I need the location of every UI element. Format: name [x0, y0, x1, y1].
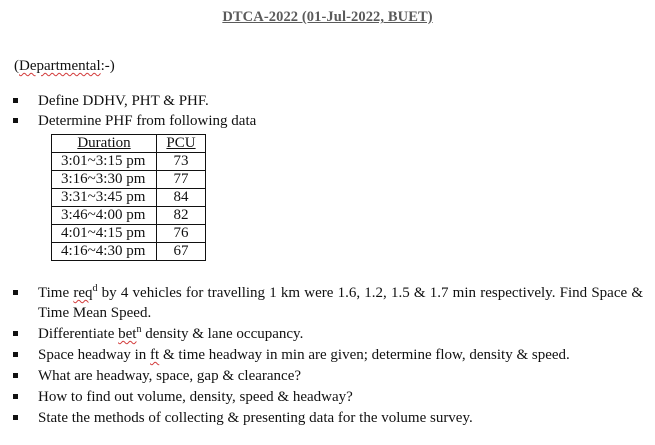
question-list-top — [13, 91, 643, 131]
duration-cell: 4:01~4:15 pm — [52, 225, 157, 243]
question-text: How to find out volume, density, speed & headway? — [38, 389, 353, 405]
q3-post: & time headway in min are given; determine flow, density & speed. — [159, 347, 570, 363]
q3-pre: Space headway in — [38, 347, 151, 363]
question-item — [13, 408, 643, 428]
q1-post: by 4 vehicles for travelling 1 km were 1.6, 1.2, 1.5 & 1.7 min respectively. Find Space & Time Mean Speed. — [38, 285, 643, 321]
question-list-bottom — [13, 283, 643, 429]
column-header-duration: Duration — [52, 135, 157, 153]
question-item — [13, 111, 643, 131]
q2-post: density & lane occupancy. — [141, 326, 304, 342]
pcu-cell: 82 — [157, 207, 206, 225]
question-item — [13, 366, 643, 386]
duration-cell: 3:31~3:45 pm — [52, 189, 157, 207]
section-open-paren: ( — [14, 58, 19, 74]
duration-cell: 3:46~4:00 pm — [52, 207, 157, 225]
table-row — [52, 207, 206, 225]
q1-superscript: d — [92, 283, 98, 294]
pcu-cell: 84 — [157, 189, 206, 207]
question-text: Define DDHV, PHT & PHF. — [38, 93, 209, 109]
question-item — [13, 324, 643, 344]
section-label: Departmental — [19, 58, 101, 74]
pcu-cell: 67 — [157, 243, 206, 261]
column-header-pcu: PCU — [157, 135, 206, 153]
q1-req: req — [73, 285, 93, 301]
question-item — [13, 345, 643, 365]
table-row — [52, 153, 206, 171]
section-close: :-) — [100, 58, 115, 74]
q2-superscript: n — [136, 324, 142, 335]
pcu-table — [51, 134, 206, 261]
duration-cell: 4:16~4:30 pm — [52, 243, 157, 261]
question-item — [13, 283, 643, 323]
question-text: What are headway, space, gap & clearance? — [38, 368, 302, 384]
question-item — [13, 91, 643, 111]
table-row — [52, 225, 206, 243]
pcu-cell: 77 — [157, 171, 206, 189]
table-row — [52, 243, 206, 261]
question-item — [13, 387, 643, 407]
duration-cell: 3:16~3:30 pm — [52, 171, 157, 189]
table-header-row — [52, 135, 206, 153]
question-text: State the methods of collecting & presenting data for the volume survey. — [38, 410, 473, 426]
q1-pre: Time — [38, 285, 74, 301]
q2-pre: Differentiate — [38, 326, 119, 342]
q2-bet: bet — [118, 326, 137, 342]
page-title: DTCA-2022 (01-Jul-2022, BUET) — [222, 9, 433, 25]
table-row — [52, 189, 206, 207]
section-heading — [14, 58, 115, 75]
pcu-cell: 73 — [157, 153, 206, 171]
pcu-cell: 76 — [157, 225, 206, 243]
q3-ft: ft — [150, 347, 160, 363]
question-text: Determine PHF from following data — [38, 113, 257, 129]
duration-cell: 3:01~3:15 pm — [52, 153, 157, 171]
table-row — [52, 171, 206, 189]
